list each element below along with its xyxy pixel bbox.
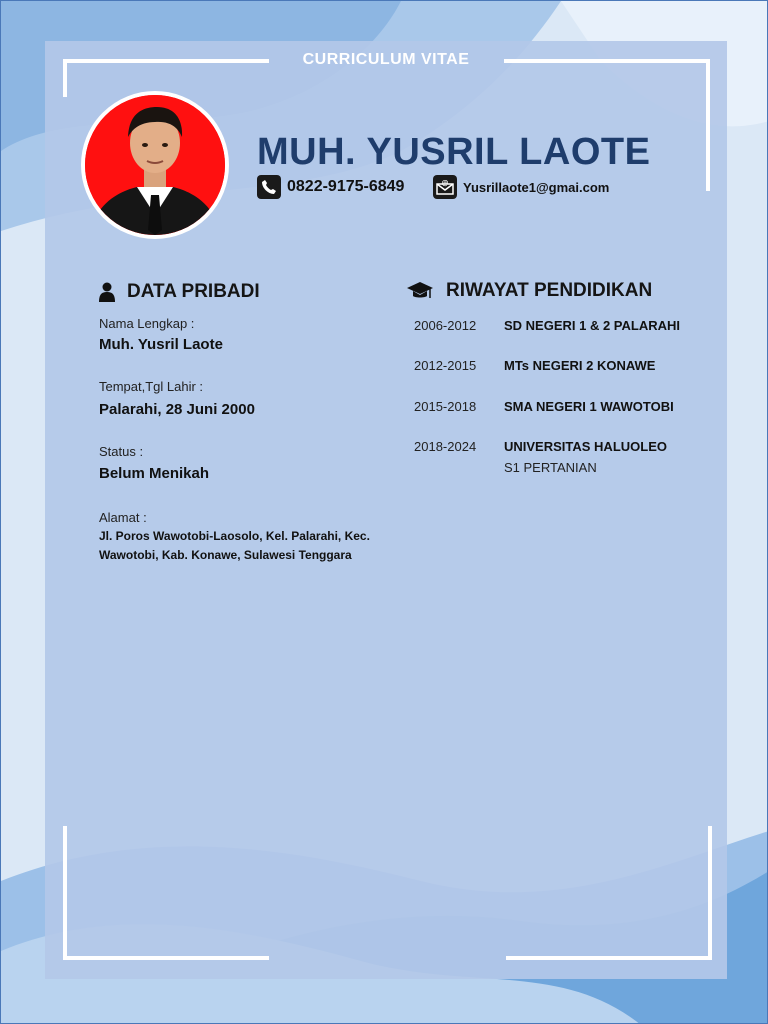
edu-school-2: MTs NEGERI 2 KONAWE: [504, 358, 656, 373]
status-label: Status :: [99, 444, 144, 459]
frame-bottom-right-v: [708, 826, 712, 960]
address-value: Jl. Poros Wawotobi-Laosolo, Kel. Palarahi, Kec. Wawotobi, Kab. Konawe, Sulawesi Tenggara: [99, 529, 370, 562]
education-heading: [406, 280, 652, 302]
frame-top-right-h: [504, 59, 710, 63]
status-value: Belum Menikah: [99, 465, 210, 482]
edu-years-3: 2015-2018: [414, 399, 477, 414]
frame-top-left-h: [63, 59, 269, 63]
profile-photo: [81, 91, 229, 239]
graduation-cap-icon: [406, 280, 434, 302]
frame-bottom-left-v: [63, 826, 67, 960]
svg-text:@: @: [441, 179, 449, 187]
edu-school-1: SD NEGERI 1 & 2 PALARAHI: [504, 318, 681, 333]
email-address: Yusrillaote1@gmai.com: [463, 179, 610, 195]
edu-school-3: SMA NEGERI 1 WAWOTOBI: [504, 399, 674, 414]
user-icon: [99, 282, 115, 302]
document-title: CURRICULUM VITAE: [302, 51, 470, 68]
address-label: Alamat :: [99, 510, 147, 525]
birth-label: Tempat,Tgl Lahir :: [99, 379, 204, 394]
edu-school-4: UNIVERSITAS HALUOLEO: [504, 439, 667, 454]
email-contact: [433, 175, 609, 199]
birth-value: Palarahi, 28 Juni 2000: [99, 401, 255, 418]
frame-top-right-v: [706, 59, 710, 191]
personal-data-heading: [99, 281, 260, 303]
person-name: MUH. YUSRIL LAOTE: [257, 131, 651, 173]
education-title: RIWAYAT PENDIDIKAN: [446, 280, 653, 301]
frame-bottom-right-h: [506, 956, 712, 960]
email-icon: [433, 175, 457, 199]
personal-data-title: DATA PRIBADI: [127, 281, 260, 302]
frame-top-left-v: [63, 59, 67, 97]
edu-years-1: 2006-2012: [414, 318, 477, 333]
edu-years-2: 2012-2015: [414, 358, 477, 373]
phone-contact: [257, 175, 404, 199]
edu-years-4: 2018-2024: [414, 439, 477, 454]
phone-number: 0822-9175-6849: [287, 178, 405, 195]
edu-detail-4: S1 PERTANIAN: [504, 460, 597, 475]
phone-icon: [257, 175, 281, 199]
person-portrait-icon: [85, 95, 225, 235]
full-name-label: Nama Lengkap :: [99, 316, 195, 331]
full-name-value: Muh. Yusril Laote: [99, 336, 223, 353]
frame-bottom-left-h: [63, 956, 269, 960]
